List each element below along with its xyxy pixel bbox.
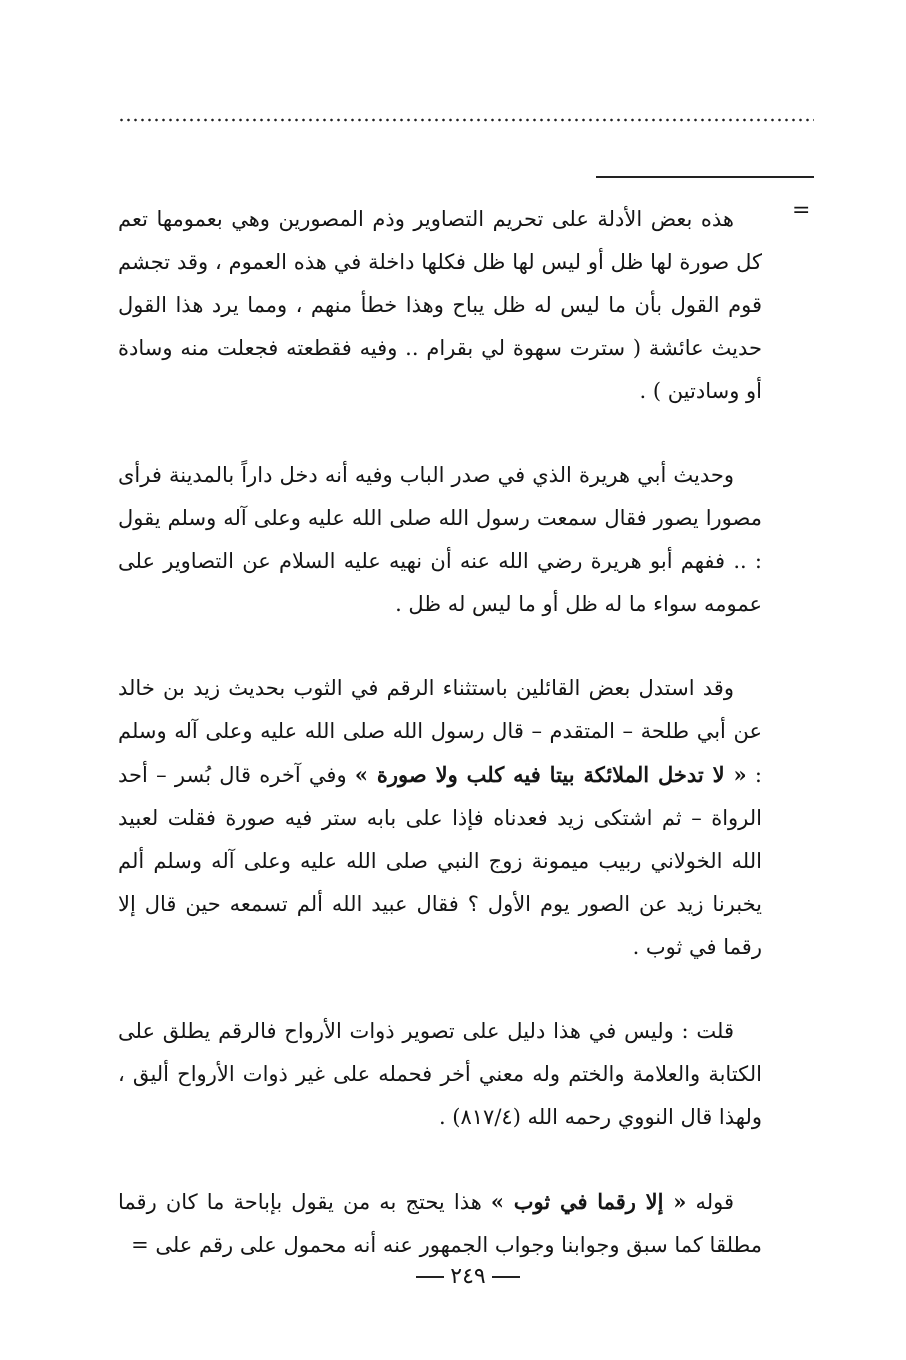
dash-right [416,1276,444,1278]
hadith-quote: « إلا رقما في ثوب » [490,1189,687,1214]
text-run: هذا يحتج به من يقول بإباحة ما كان رقما مطلقا كما سبق وجوابنا وجواب الجمهور عنه أنه محمول على رقم على = [118,1190,762,1257]
dotted-separator [118,118,814,122]
paragraph-5 [118,1180,762,1267]
dash-left [492,1276,520,1278]
paragraph-1 [118,198,762,413]
text-run: قوله [686,1190,734,1214]
continuation-mark: = [792,198,811,223]
text-run: وقد استدل بعض القائلين باستثناء الرقم في الثوب بحديث زيد بن خالد عن أبي طلحة – المتقدم – قال رسول الله صلى الله عليه وعلى آله وسلم : [118,676,762,787]
text-run: قلت : وليس في هذا دليل على تصوير ذوات الأرواح فالرقم يطلق على الكتابة والعلامة والختم وله معني أخر فحمله على غير ذوات الأرواح أليق ، ولهذا قال النووي رحمه الله (٨١٧/٤) . [118,1019,762,1129]
paragraph-4 [118,1010,762,1139]
hadith-quote: « لا تدخل الملائكة بيتا فيه كلب ولا صورة » [354,762,747,787]
text-run: هذه بعض الأدلة على تحريم التصاوير وذم المصورين وهي بعمومها تعم كل صورة لها ظل أو ليس لها ظل فكلها داخلة في هذه العموم ، وقد تجشم قوم القول بأن ما ليس له ظل يباح وهذا خطأ منهم ، ومما يرد هذا القول حديث عائشة ( سترت سهوة لي بقرام .. وفيه فقطعته فجعلت منه وسادة أو وسادتين ) . [118,207,762,403]
footnote-text [118,198,762,1267]
text-run: وفي آخره قال بُسر – أحد الرواة – ثم اشتكى زيد فعدناه فإذا على بابه ستر فيه صورة فقلت لعبيد الله الخولاني ربيب ميمونة زوج النبي صلى الله عليه وعلى آله وسلم ألم يخبرنا زيد عن الصور يوم الأول ؟ فقال عبيد الله ألم تسمعه حين قال إلا رقما في ثوب . [118,763,762,959]
text-run: وحديث أبي هريرة الذي في صدر الباب وفيه أنه دخل داراً بالمدينة فرأى مصورا يصور فقال سمعت رسول الله صلى الله عليه وعلى آله وسلم يقول : .. ففهم أبو هريرة رضي الله عنه أن نهيه عليه السلام عن التصاوير على عمومه سواء ما له ظل أو ما ليس له ظل . [118,463,762,616]
paragraph-2 [118,454,762,626]
paragraph-3 [118,667,762,969]
page-number-block [400,1262,536,1292]
footnote-rule [596,176,814,178]
page-number: ٢٤٩ [450,1264,486,1289]
